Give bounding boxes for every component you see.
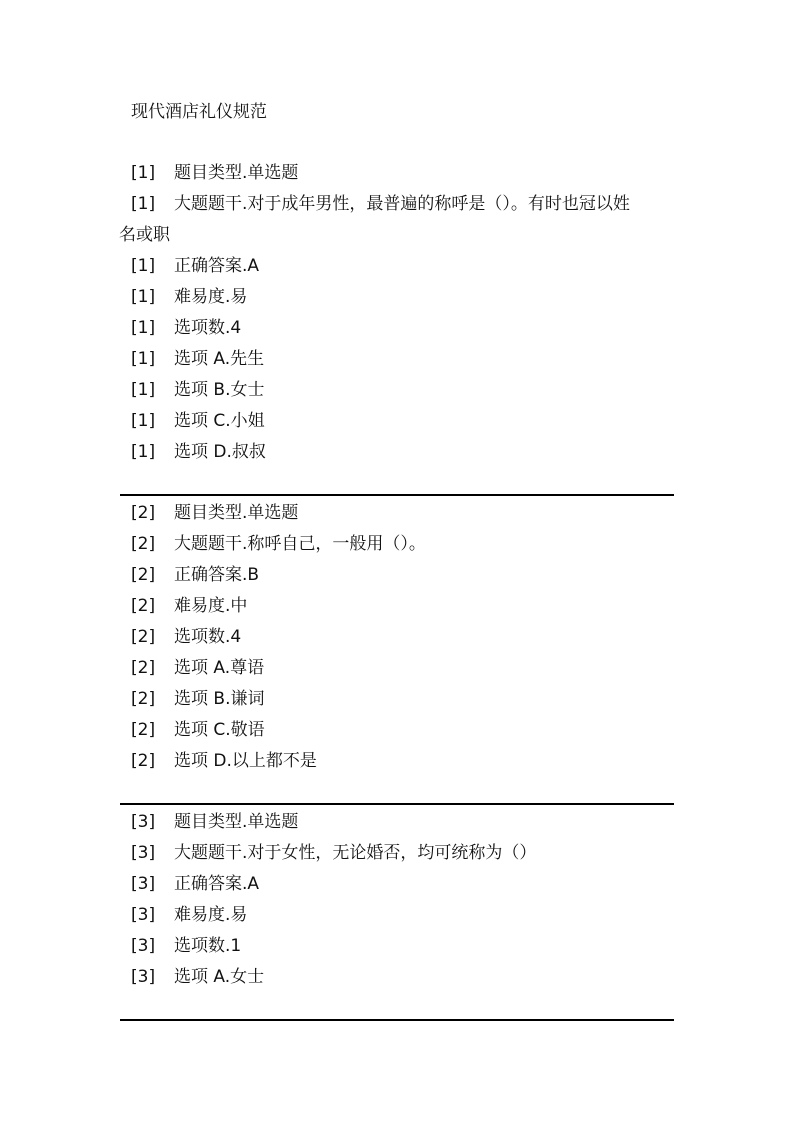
question-stem-line	[0, 529, 793, 560]
question-answer-line	[0, 560, 793, 591]
question-option-line	[0, 406, 793, 437]
question-answer-line	[0, 251, 793, 282]
question-number: [2]	[131, 720, 156, 740]
question-option-line	[0, 375, 793, 406]
question-number: [1]	[131, 287, 156, 307]
question-type: 题目类型.单选题	[174, 503, 299, 523]
question-option-line	[0, 344, 793, 375]
question-number: [2]	[131, 503, 156, 523]
question-option-line	[0, 653, 793, 684]
question-number: [2]	[131, 689, 156, 709]
question-stem: 大题题干.称呼自己，一般用（）。	[174, 534, 426, 554]
question-number: [1]	[131, 194, 156, 214]
question-answer-line	[0, 869, 793, 900]
question-option: 选项 A.先生	[174, 349, 265, 369]
question-number: [1]	[131, 411, 156, 431]
question-number: [1]	[131, 349, 156, 369]
question-type: 题目类型.单选题	[174, 812, 299, 832]
question-answer: 正确答案.B	[174, 565, 260, 585]
question-block-2	[0, 498, 793, 777]
question-option-line	[0, 715, 793, 746]
question-option-count-line	[0, 931, 793, 962]
question-divider	[120, 494, 674, 496]
question-number: [3]	[131, 967, 156, 987]
question-number: [1]	[131, 380, 156, 400]
question-block-1	[0, 158, 793, 468]
question-number: [3]	[131, 843, 156, 863]
question-block-3	[0, 807, 793, 993]
question-number: [3]	[131, 905, 156, 925]
question-difficulty: 难易度.易	[174, 287, 248, 307]
question-option-count: 选项数.4	[174, 318, 242, 338]
question-option-count: 选项数.4	[174, 627, 242, 647]
question-number: [2]	[131, 751, 156, 771]
question-difficulty-line	[0, 591, 793, 622]
question-option-count-line	[0, 622, 793, 653]
question-option-line	[0, 746, 793, 777]
question-option: 选项 A.女士	[174, 967, 265, 987]
question-number: [1]	[131, 256, 156, 276]
question-stem-line	[0, 838, 793, 869]
question-number: [2]	[131, 627, 156, 647]
question-number: [2]	[131, 534, 156, 554]
question-number: [1]	[131, 442, 156, 462]
question-difficulty: 难易度.中	[174, 596, 248, 616]
question-option: 选项 B.女士	[174, 380, 265, 400]
question-option-line	[0, 962, 793, 993]
question-number: [1]	[131, 163, 156, 183]
question-divider	[120, 1019, 674, 1021]
question-stem-continuation: 名或职	[119, 225, 170, 245]
question-type: 题目类型.单选题	[174, 163, 299, 183]
question-number: [2]	[131, 658, 156, 678]
question-type-line	[0, 807, 793, 838]
question-option: 选项 A.尊语	[174, 658, 265, 678]
question-option-count: 选项数.1	[174, 936, 242, 956]
question-option-line	[0, 437, 793, 468]
question-number: [3]	[131, 936, 156, 956]
question-option: 选项 C.敬语	[174, 720, 265, 740]
question-option: 选项 B.谦词	[174, 689, 265, 709]
document-title: 现代酒店礼仪规范	[131, 102, 267, 122]
question-difficulty-line	[0, 900, 793, 931]
question-number: [2]	[131, 596, 156, 616]
question-number: [2]	[131, 565, 156, 585]
question-stem-line	[0, 189, 793, 251]
question-number: [1]	[131, 318, 156, 338]
question-type-line	[0, 158, 793, 189]
question-option-count-line	[0, 313, 793, 344]
question-number: [3]	[131, 812, 156, 832]
question-option-line	[0, 684, 793, 715]
question-option: 选项 D.叔叔	[174, 442, 266, 462]
question-option: 选项 C.小姐	[174, 411, 265, 431]
question-stem: 大题题干.对于女性，无论婚否，均可统称为（）	[174, 843, 537, 863]
question-divider	[120, 803, 674, 805]
question-difficulty-line	[0, 282, 793, 313]
question-stem: 大题题干.对于成年男性，最普遍的称呼是（）。有时也冠以姓	[174, 194, 630, 214]
question-answer: 正确答案.A	[174, 874, 260, 894]
question-number: [3]	[131, 874, 156, 894]
question-type-line	[0, 498, 793, 529]
question-answer: 正确答案.A	[174, 256, 260, 276]
question-difficulty: 难易度.易	[174, 905, 248, 925]
question-option: 选项 D.以上都不是	[174, 751, 317, 771]
